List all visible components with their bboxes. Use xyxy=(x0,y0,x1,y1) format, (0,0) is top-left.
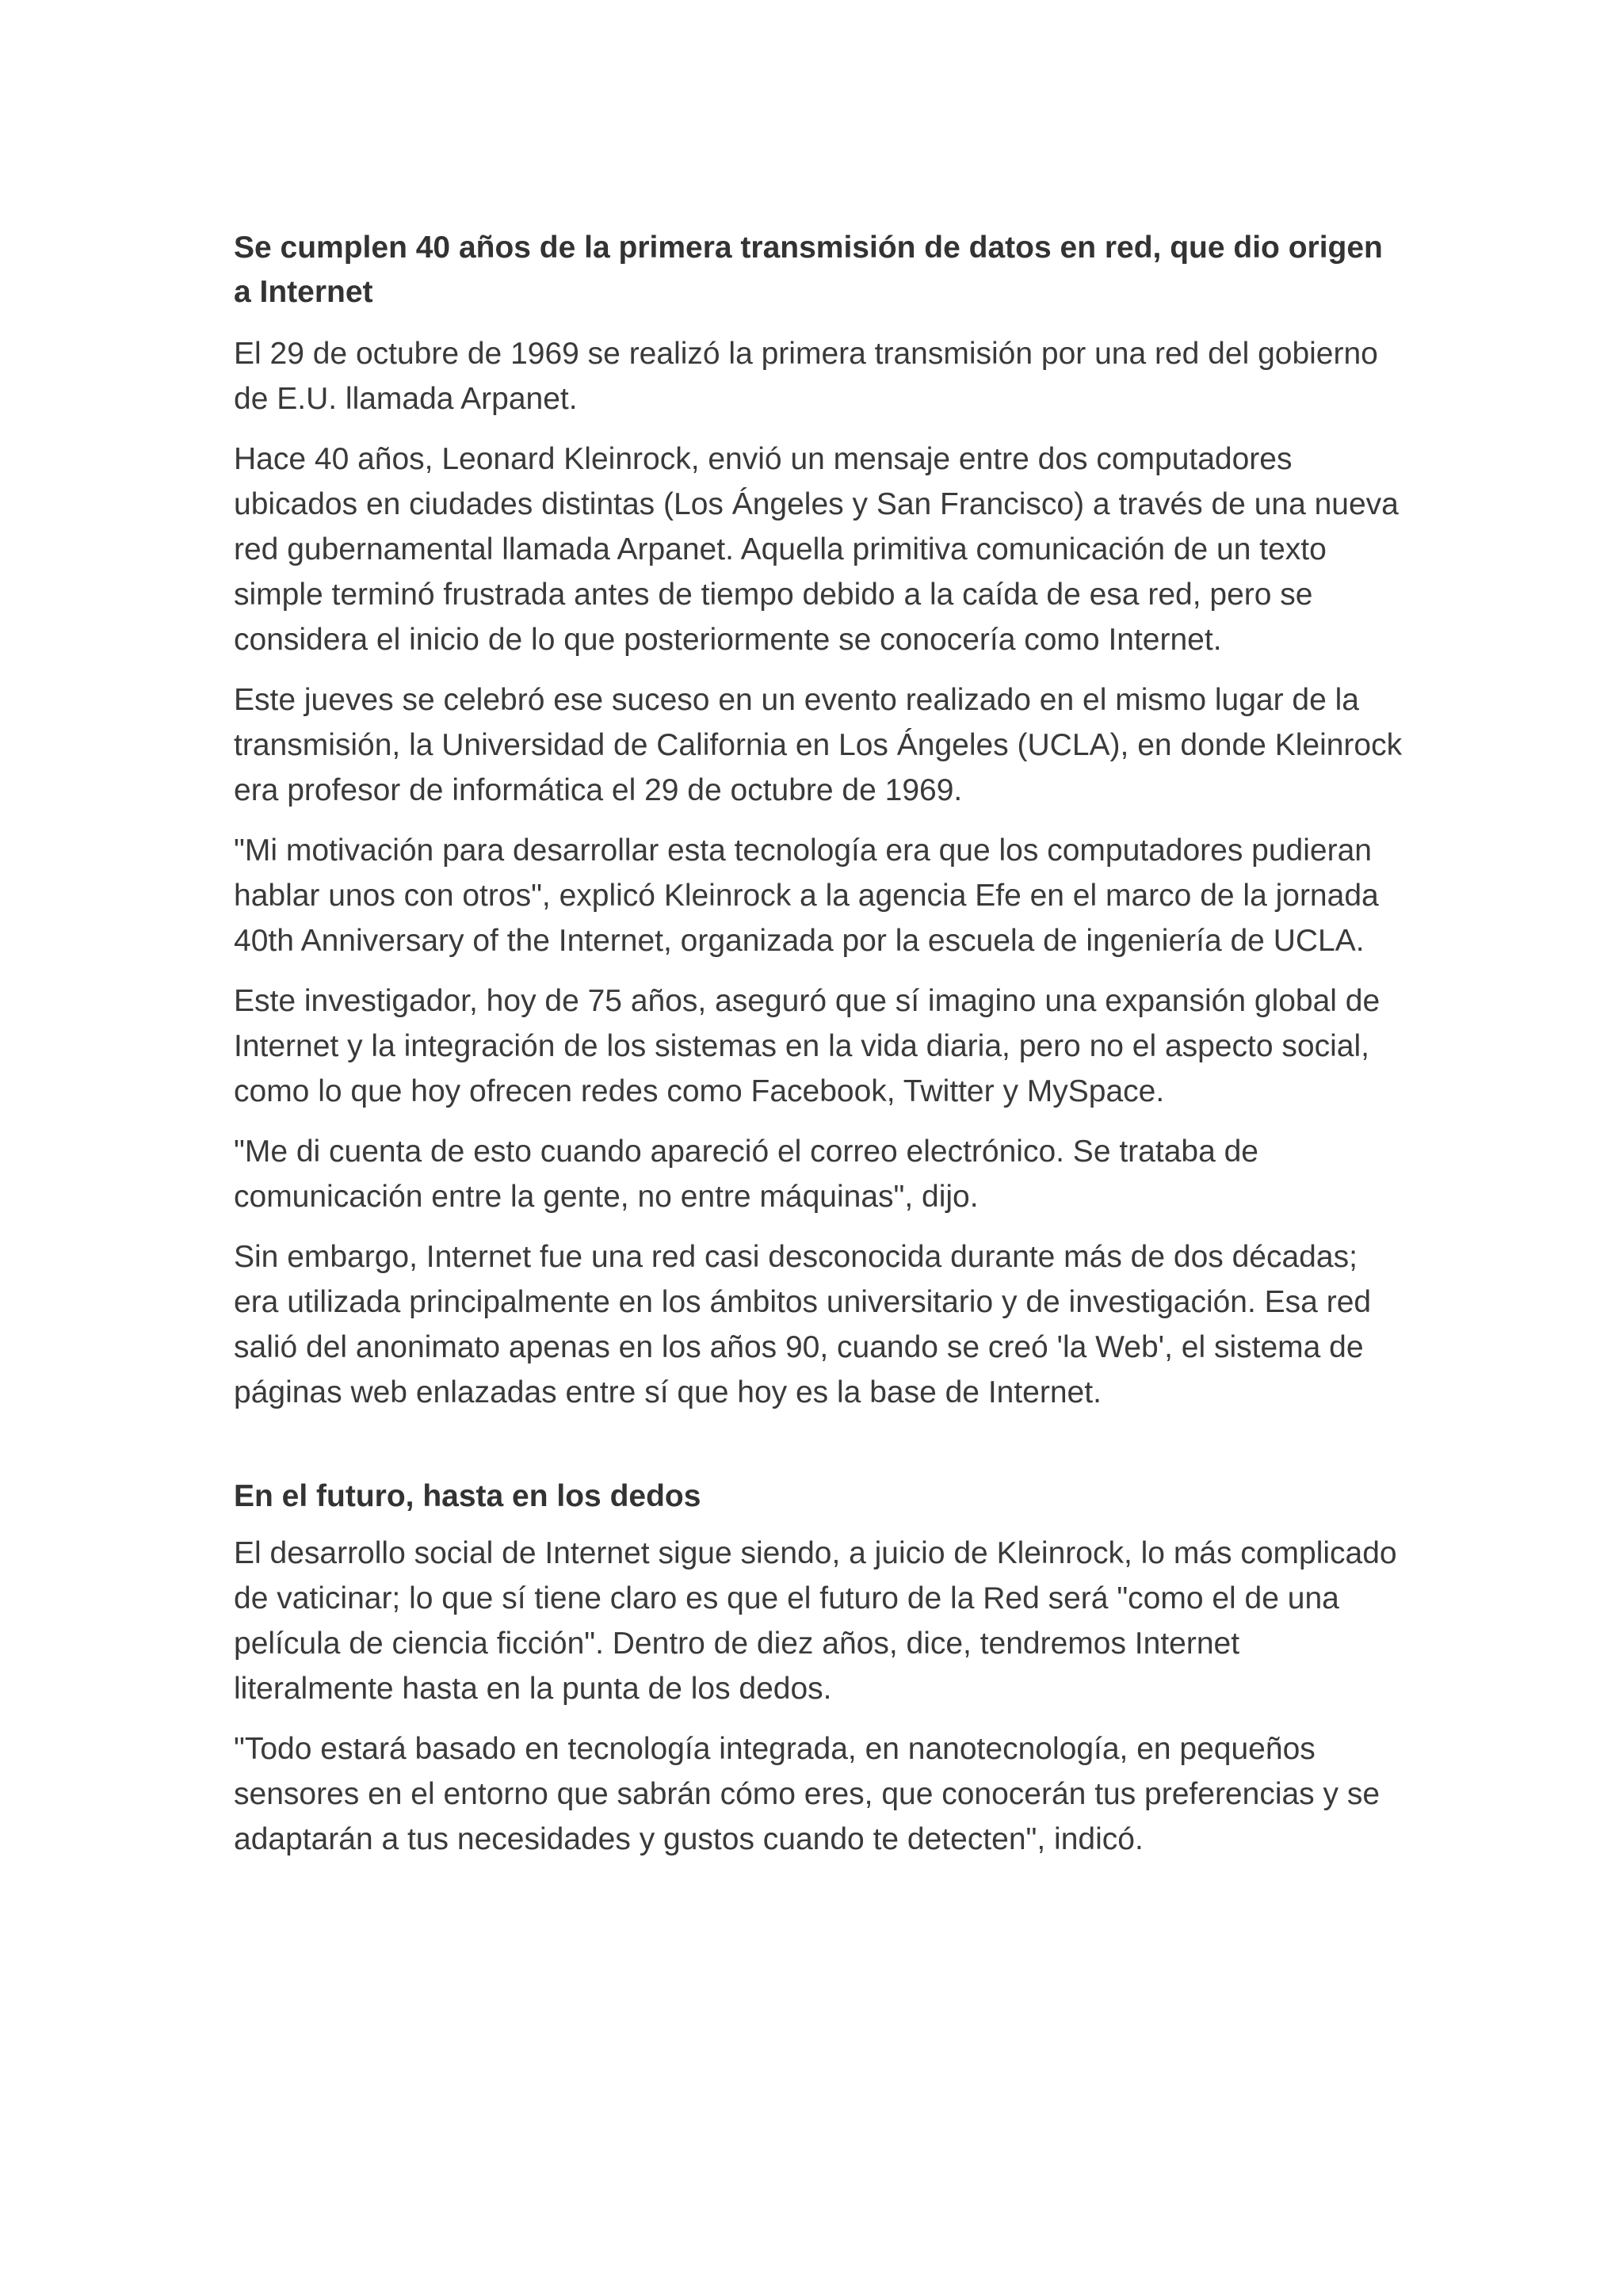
article-paragraph: El 29 de octubre de 1969 se realizó la primera transmisión por una red del gobierno de E.U. llamada Arpanet. xyxy=(234,337,1378,416)
article-paragraph: "Me di cuenta de esto cuando apareció el correo electrónico. Se trataba de comunicación entre la gente, no entre máquinas", dijo. xyxy=(234,1135,1258,1214)
article-paragraph: "Mi motivación para desarrollar esta tecnología era que los computadores pudieran hablar unos con otros", explicó Kleinrock a la agencia Efe en el marco de la jornada 40th Anniversary of the Internet, organizada por la escuela de ingeniería de UCLA. xyxy=(234,833,1379,958)
article-paragraph: Sin embargo, Internet fue una red casi desconocida durante más de dos décadas; era utilizada principalmente en los ámbitos universitario y de investigación. Esa red salió del anonimato apenas en los años 90, cuando se creó 'la Web', el sistema de páginas web enlazadas entre sí que hoy es la base de Internet. xyxy=(234,1240,1372,1409)
document-page xyxy=(234,226,1407,1877)
article-paragraph: Este investigador, hoy de 75 años, aseguró que sí imagino una expansión global de Internet y la integración de los sistemas en la vida diaria, pero no el aspecto social, como lo que hoy ofrecen redes como Facebook, Twitter y MySpace. xyxy=(234,984,1381,1108)
article-title: Se cumplen 40 años de la primera transmisión de datos en red, que dio origen a Internet xyxy=(234,231,1383,309)
article-paragraph: Hace 40 años, Leonard Kleinrock, envió un mensaje entre dos computadores ubicados en ciudades distintas (Los Ángeles y San Francisco) a través de una nueva red gubernamental llamada Arpanet. Aquella primitiva comunicación de un texto simple terminó frustrada antes de tiempo debido a la caída de esa red, pero se considera el inicio de lo que posteriormente se conocería como Internet. xyxy=(234,442,1399,657)
section-heading: En el futuro, hasta en los dedos xyxy=(234,1479,701,1513)
section-paragraph: El desarrollo social de Internet sigue siendo, a juicio de Kleinrock, lo más complicado de vaticinar; lo que sí tiene claro es que el futuro de la Red será "como el de una película de ciencia ficción". Dentro de diez años, dice, tendremos Internet literalmente hasta en la punta de los dedos. xyxy=(234,1536,1397,1706)
article-paragraph: Este jueves se celebró ese suceso en un evento realizado en el mismo lugar de la transmisión, la Universidad de California en Los Ángeles (UCLA), en donde Kleinrock era profesor de informática el 29 de octubre de 1969. xyxy=(234,683,1403,807)
section-spacer xyxy=(234,1430,1407,1474)
section-paragraph: "Todo estará basado en tecnología integrada, en nanotecnología, en pequeños sensores en el entorno que sabrán cómo eres, que conocerán tus preferencias y se adaptarán a tus necesidades y gustos cuando te detecten", indicó. xyxy=(234,1732,1381,1856)
